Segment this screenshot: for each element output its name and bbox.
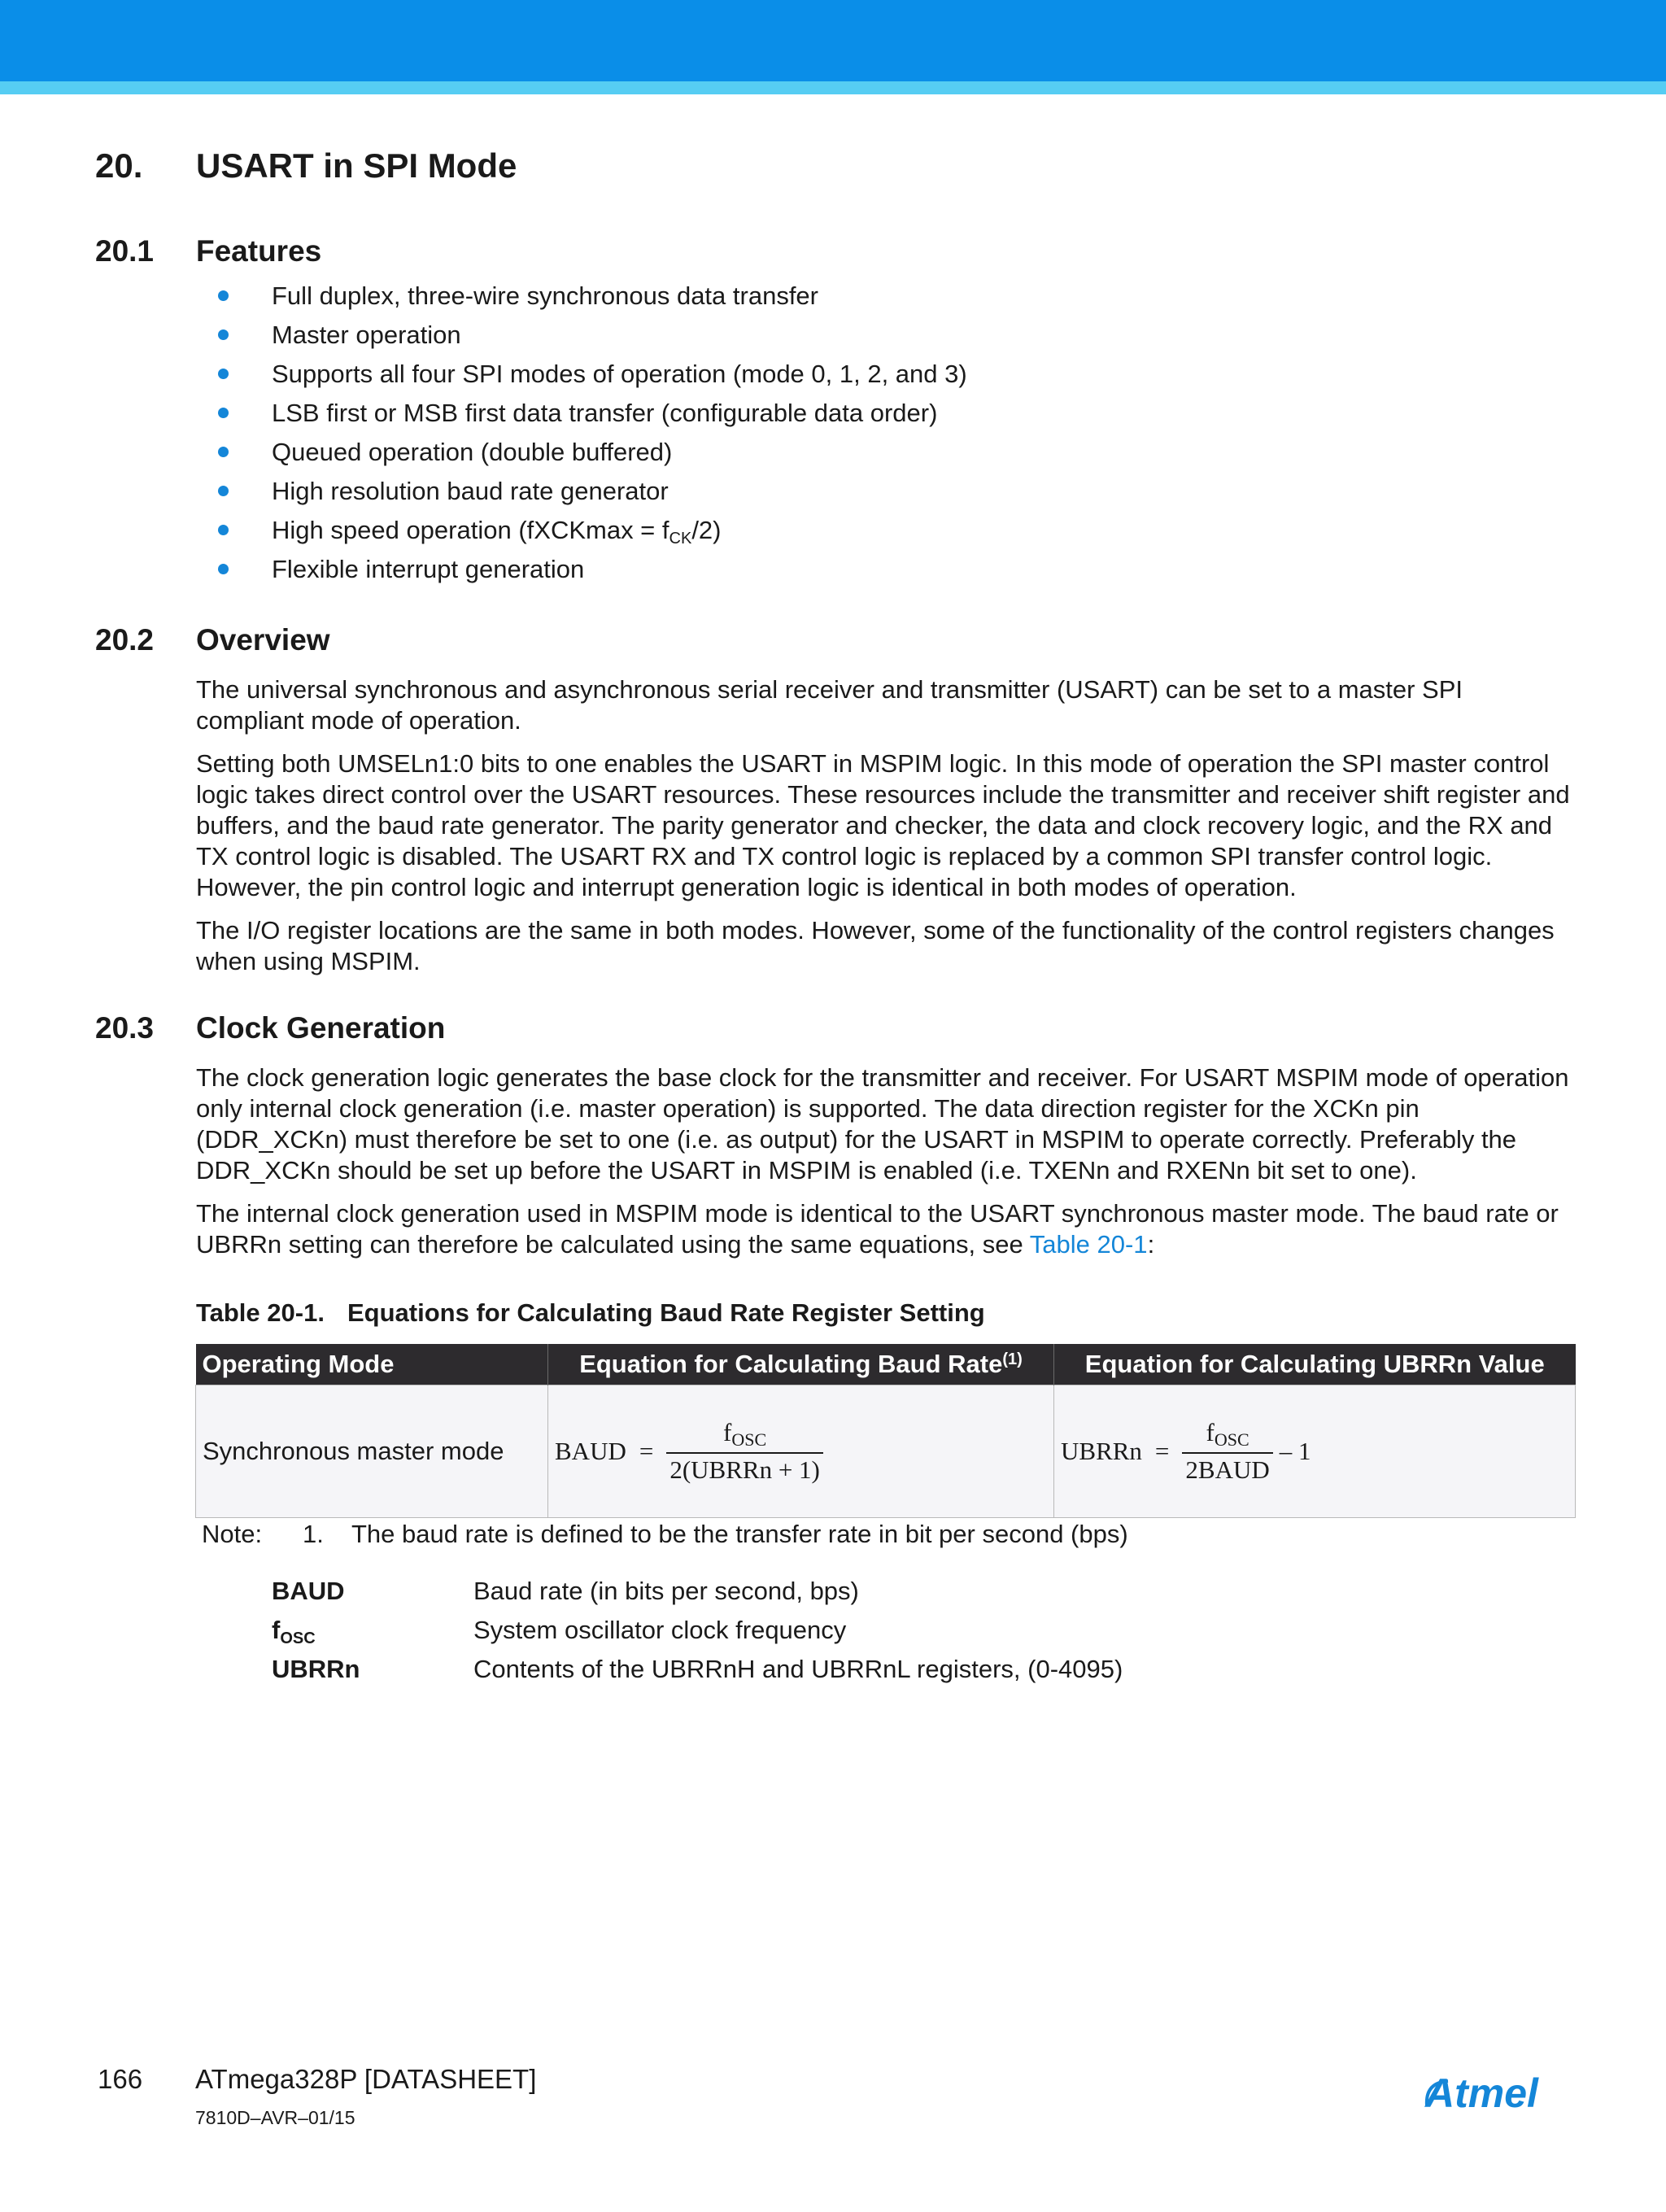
table-row <box>196 1385 1576 1518</box>
section-number: 20.2 <box>95 623 155 657</box>
equations-table <box>195 1344 1576 1518</box>
list-item: High resolution baud rate generator <box>213 472 967 511</box>
clock-heading <box>95 1011 445 1045</box>
document-code: 7810D–AVR–01/15 <box>195 2107 355 2128</box>
chapter-title: USART in SPI Mode <box>196 146 517 185</box>
bullet-icon <box>218 486 229 496</box>
list-item: Full duplex, three-wire synchronous data transfer <box>213 277 967 316</box>
baud-formula: BAUD = $\frac{\text{fOSC}}{\text{2(UBRRn + 1)}}$ <box>555 1418 823 1485</box>
header-ubrr-equation: Equation for Calculating UBRRn Value <box>1054 1344 1576 1385</box>
ubrr-formula: UBRRn = $\frac{\text{fOSC}}{\text{2BAUD}}$ – 1 <box>1061 1418 1311 1484</box>
bullet-icon <box>218 447 229 457</box>
bullet-icon <box>218 564 229 574</box>
chapter-number: 20. <box>95 146 143 185</box>
overview-heading <box>95 623 330 657</box>
section-title: Overview <box>196 623 330 657</box>
list-item: LSB first or MSB first data transfer (configurable data order) <box>213 394 967 433</box>
header-operating-mode: Operating Mode <box>196 1344 548 1385</box>
cell-baud-equation <box>548 1385 1054 1518</box>
definition-row: UBRRn Contents of the UBRRnH and UBRRnL registers, (0-4095) <box>272 1655 1123 1683</box>
overview-paragraph: Setting both UMSELn1:0 bits to one enables the USART in MSPIM logic. In this mode of operation the SPI master control logic takes direct control over the USART resources. These resources include the transmitter and receiver shift register and buffers, and the baud rate generator. The parity generator and checker, the data and clock recovery logic, and the RX and TX control logic is disabled. The USART RX and TX control logic is replaced by a common SPI transfer control logic. However, the pin control logic and interrupt generation logic is identical in both modes of operation. <box>196 749 1570 901</box>
definition-row: BAUD Baud rate (in bits per second, bps) <box>272 1577 859 1605</box>
cell-ubrr-equation <box>1054 1385 1576 1518</box>
clock-paragraph: The clock generation logic generates the base clock for the transmitter and receiver. For USART MSPIM mode of operation only internal clock generation (i.e. master operation) is supported. The data direction register for the XCKn pin (DDR_XCKn) must therefore be set to one (i.e. as output) for the USART in MSPIM to operate correctly. Preferably the DDR_XCKn should be set up before the USART in MSPIM is enabled (i.e. TXENn and RXENn bit set to one). <box>196 1063 1569 1185</box>
list-item: Flexible interrupt generation <box>213 550 967 589</box>
features-list <box>213 277 967 589</box>
definitions-list <box>272 1572 1123 1689</box>
svg-text:Atmel: Atmel <box>1425 2070 1538 2116</box>
clock-paragraph: The internal clock generation used in MSPIM mode is identical to the USART synchronous master mode. The baud rate or UBRRn setting can therefore be calculated using the same equations, see Table 20-1: <box>196 1199 1559 1259</box>
page-number: 166 <box>98 2064 143 2094</box>
bullet-icon <box>218 369 229 379</box>
overview-paragraph: The universal synchronous and asynchronous serial receiver and transmitter (USART) can be set to a master SPI compliant mode of operation. <box>196 675 1463 735</box>
cell-mode: Synchronous master mode <box>196 1385 548 1518</box>
bullet-icon <box>218 525 229 535</box>
bullet-icon <box>218 329 229 340</box>
features-heading <box>95 234 321 268</box>
section-title: Features <box>196 234 322 268</box>
document-title: ATmega328P [DATASHEET] <box>195 2064 537 2094</box>
header-bar <box>0 0 1666 81</box>
section-number: 20.1 <box>95 234 155 268</box>
section-number: 20.3 <box>95 1011 155 1045</box>
list-item: Supports all four SPI modes of operation (mode 0, 1, 2, and 3) <box>213 355 967 394</box>
table-caption: Table 20-1. Equations for Calculating Baud Rate Register Setting <box>196 1298 985 1327</box>
table-link[interactable]: Table 20-1 <box>1029 1230 1148 1259</box>
bullet-icon <box>218 408 229 418</box>
bullet-icon <box>218 290 229 301</box>
overview-paragraph: The I/O register locations are the same in both modes. However, some of the functionality of the control registers changes when using MSPIM. <box>196 916 1555 975</box>
list-item: Queued operation (double buffered) <box>213 433 967 472</box>
table-note: Note: 1. The baud rate is defined to be the transfer rate in bit per second (bps) <box>202 1520 1128 1548</box>
section-title: Clock Generation <box>196 1011 446 1045</box>
definition-row: $f_{OSC}$ System oscillator clock frequency <box>272 1616 847 1647</box>
table-header-row <box>196 1344 1576 1385</box>
list-item: High speed operation (fXCKmax = $f_{CK}/2$) <box>213 511 967 550</box>
header-stripe <box>0 81 1666 94</box>
list-item: Master operation <box>213 316 967 355</box>
chapter-heading <box>95 146 517 185</box>
header-baud-equation: Equation for Calculating Baud Rate$^{(1)}$ <box>548 1344 1054 1385</box>
atmel-logo <box>1422 2065 1570 2120</box>
